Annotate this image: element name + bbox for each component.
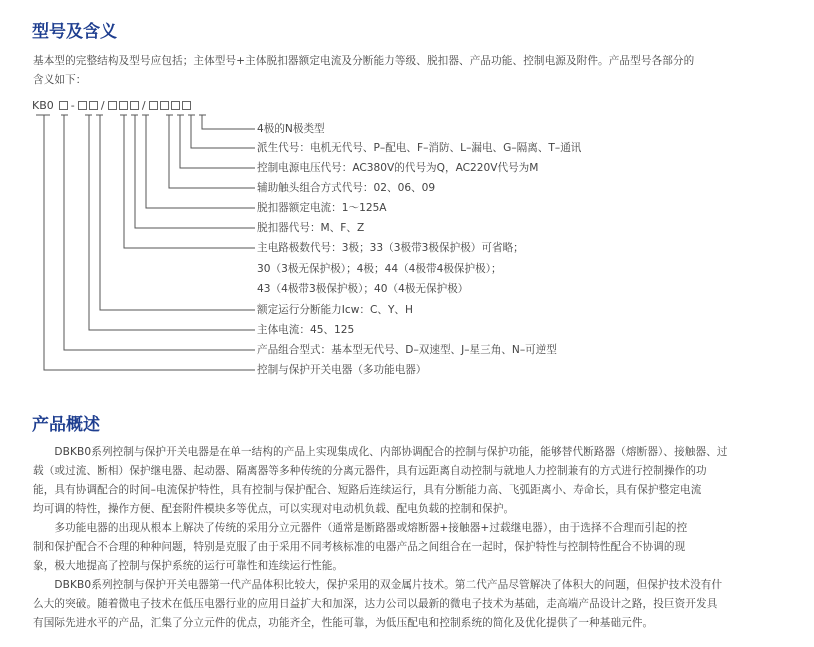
code-separator: /	[141, 98, 146, 112]
legend-item: 产品组合型式：基本型无代号、D–双速型、J–星三角、N–可逆型	[257, 344, 557, 356]
section-title-model: 型号及含义	[32, 22, 117, 42]
overview-line: 载（或过流、断相）保护继电器、起动器、隔离器等多种传统的分离元器件，具有远距离自动控制与就地人力控制兼有的方式进行控制操作的功	[33, 465, 707, 477]
legend-item: 额定运行分断能力Icw：C、Y、H	[257, 304, 413, 316]
code-separator: -	[70, 98, 75, 112]
legend-item: 30（3极无保护极）；4极；44（4极带4极保护极）；	[257, 263, 502, 275]
overview-line: DBKB0系列控制与保护开关电器第一代产品体积比较大，保护采用的双金属片技术。第二代产品尽管解决了体积大的问题，但保护技术没有什	[33, 579, 723, 591]
legend-item: 控制与保护开关电器（多功能电器）	[257, 364, 427, 376]
legend-item: 脱扣器额定电流：1～125A	[257, 202, 387, 214]
model-intro-line-2: 含义如下：	[33, 74, 87, 86]
overview-line: 有国际先进水平的产品，汇集了分立元件的优点，功能齐全，性能可靠，为低压配电和控制系统的简化及优化提供了一种基础元件。	[33, 617, 654, 629]
overview-line: 均可调的特性，操作方便、配套附件模块多等优点，可以实现对电动机负载、配电负载的控制和保护。	[33, 503, 515, 515]
legend-item: 主电路极数代号：3极；33（3极带3极保护极）可省略；	[257, 242, 524, 254]
legend-item: 控制电源电压代号：AC380V的代号为Q，AC220V代号为M	[257, 162, 539, 174]
legend-item: 4极的N极类型	[257, 123, 325, 135]
overview-line: 制和保护配合不合理的种种问题，特别是克服了由于采用不同考核标准的电器产品之间组合在一起时，保护特性与控制特性配合不协调的现	[33, 541, 686, 553]
model-code-prefix: KB0	[32, 98, 54, 112]
code-separator: /	[100, 98, 105, 112]
overview-line: 能，具有协调配合的时间–电流保护特性，具有控制与保护配合、短路后连续运行，具有分断能力高、飞弧距离小、寿命长，具有保护整定电流	[33, 484, 702, 496]
legend-item: 辅助触头组合方式代号：02、06、09	[257, 182, 436, 194]
section-title-overview: 产品概述	[32, 415, 100, 435]
legend-item: 43（4极带3极保护极）；40（4极无保护极）	[257, 283, 469, 295]
overview-line: 么大的突破。随着微电子技术在低压电器行业的应用日益扩大和加深，达力公司以最新的微电子技术为基础，走高端产品设计之路，投巨资开发具	[33, 598, 718, 610]
legend-item: 派生代号：电机无代号、P–配电、F–消防、L–漏电、G–隔离、T–通讯	[257, 142, 582, 154]
overview-line: 多功能电器的出现从根本上解决了传统的采用分立元器件（通常是断路器或熔断器+接触器+过载继电器），由于选择不合理而引起的控	[33, 522, 688, 534]
model-intro-line-1: 基本型的完整结构及型号应包括；主体型号+主体脱扣器额定电流及分断能力等级、脱扣器、产品功能、控制电源及附件。产品型号各部分的	[33, 55, 695, 67]
legend-item: 主体电流：45、125	[257, 324, 355, 336]
overview-line: DBKB0系列控制与保护开关电器是在单一结构的产品上实现集成化、内部协调配合的控制与保护功能，能够替代断路器（熔断器）、接触器、过	[33, 446, 728, 458]
legend-item: 脱扣器代号：M、F、Z	[257, 222, 365, 234]
overview-line: 象，极大地提高了控制与保护系统的运行可靠性和连续运行性能。	[33, 560, 344, 572]
